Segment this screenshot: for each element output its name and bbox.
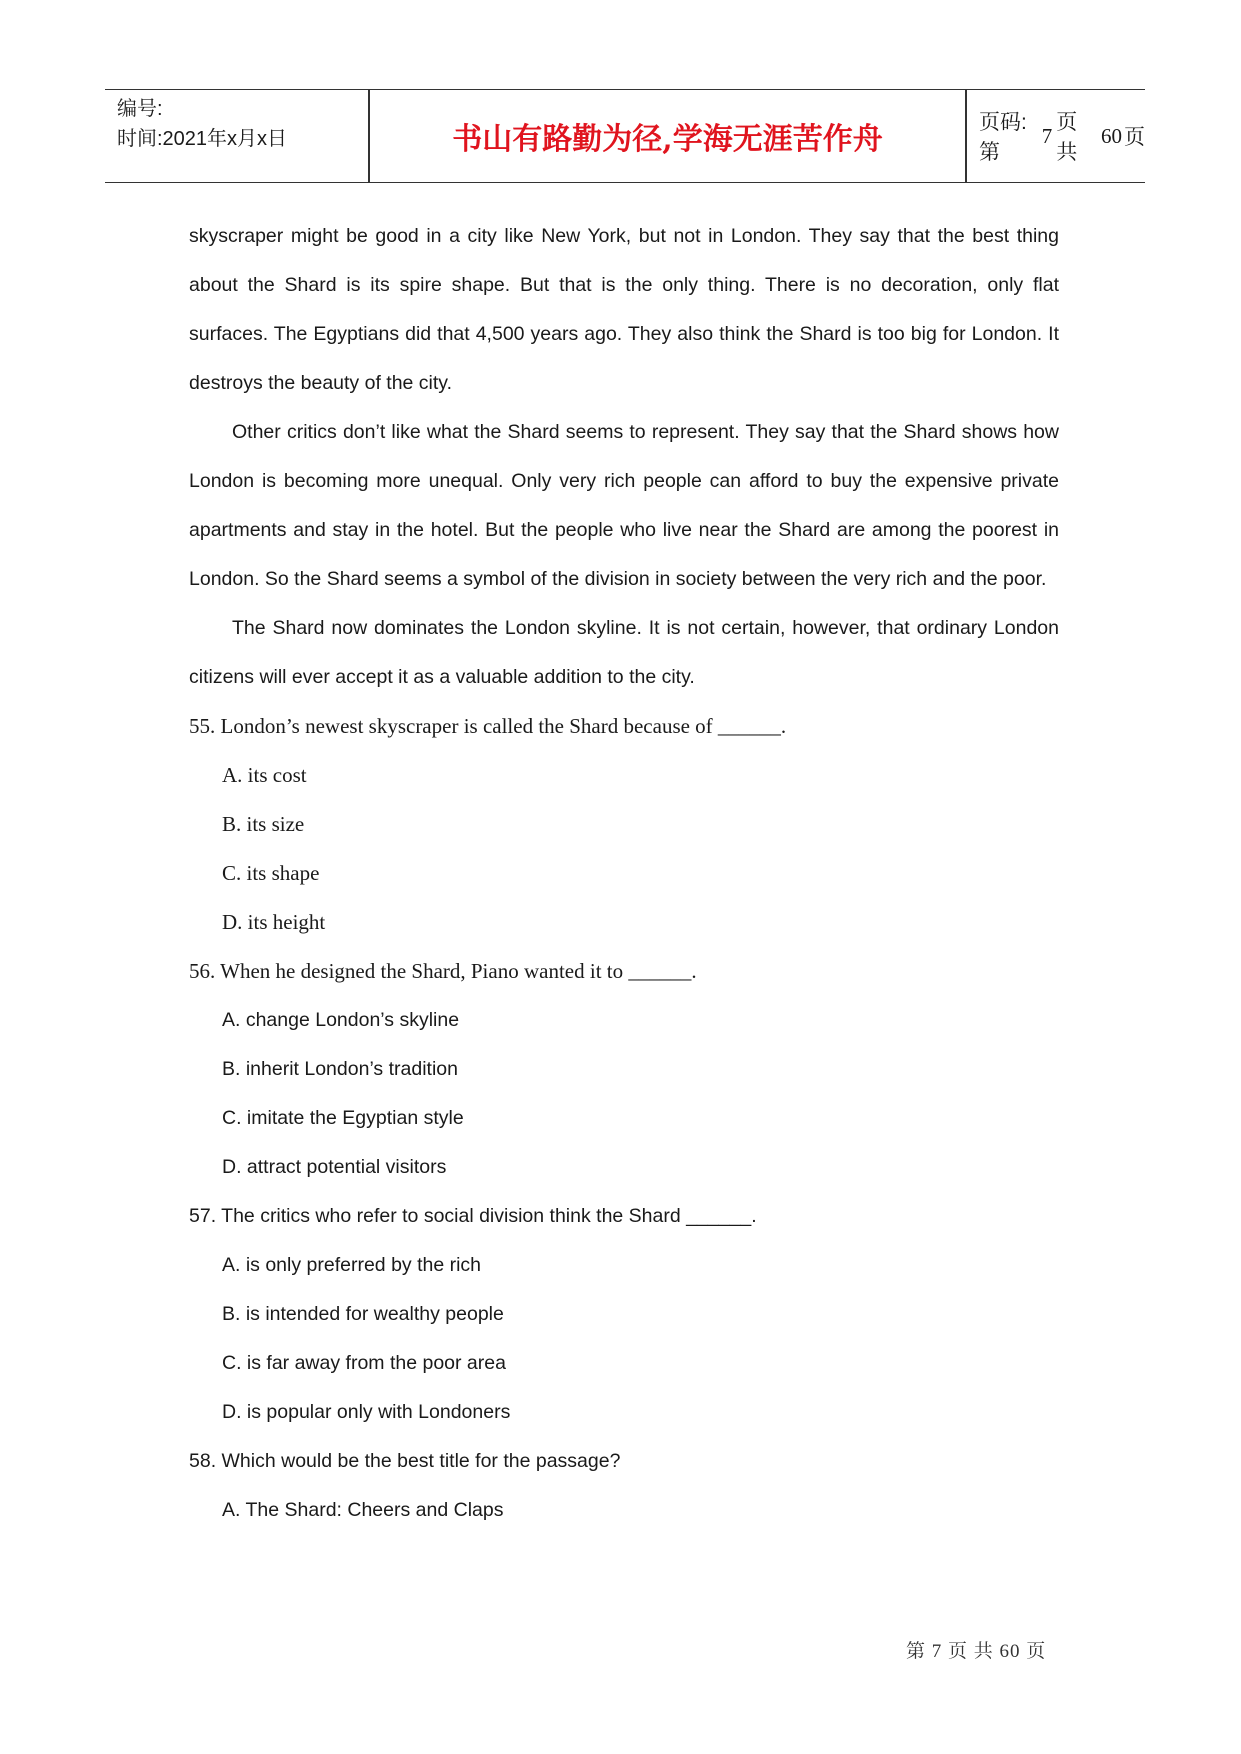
answer-option: D. is popular only with Londoners — [222, 1401, 511, 1423]
page-num: 7 — [1041, 123, 1053, 148]
question-stem: 57. The critics who refer to social division think the Shard ______. — [189, 1205, 757, 1227]
header-divider — [965, 90, 967, 182]
header-meta — [117, 94, 367, 154]
page-prefix: 页码:第 — [979, 111, 1027, 164]
answer-option: A. its cost — [222, 763, 307, 787]
page-header — [105, 89, 1145, 183]
passage-paragraph: skyscraper might be good in a city like New York, but not in London. They say that the best thing about the Shard is its spire shape. But that is the only thing. There is no decoration, only flat surfaces. The Egyptians did that 4,500 years ago. They also think the Shard is too big for London. It destroys the beauty of the city. — [189, 225, 1059, 394]
answer-option: C. imitate the Egyptian style — [222, 1107, 464, 1129]
page-footer: 第 7 页 共 60 页 — [906, 1641, 1047, 1662]
question-stem: 58. Which would be the best title for the passage? — [189, 1450, 621, 1472]
answer-option: D. its height — [222, 910, 326, 934]
answer-option: A. is only preferred by the rich — [222, 1254, 482, 1276]
question-stem: 55. London’s newest skyscraper is called the Shard because of ______. — [189, 714, 787, 738]
document-body — [189, 212, 1059, 1535]
answer-option: A. The Shard: Cheers and Claps — [222, 1499, 504, 1521]
passage-paragraph: The Shard now dominates the London skyline. It is not certain, however, that ordinary London citizens will ever accept it as a valuable addition to the city. — [189, 617, 1059, 688]
answer-option: B. inherit London’s tradition — [222, 1058, 458, 1080]
header-motto: 书山有路勤为径,学海无涯苦作舟 — [452, 122, 883, 157]
time-label: 时间:2021年x月x日 — [117, 128, 288, 150]
question-stem: 56. When he designed the Shard, Piano wanted it to ______. — [189, 959, 697, 983]
answer-option: D. attract potential visitors — [222, 1156, 447, 1178]
page-total: 60 — [1101, 123, 1122, 148]
answer-option: B. its size — [222, 812, 305, 836]
answer-option: C. is far away from the poor area — [222, 1352, 506, 1374]
header-page-number — [979, 90, 1145, 182]
answer-option: C. its shape — [222, 861, 320, 885]
page-suffix: 页 — [1124, 126, 1145, 149]
answer-option: B. is intended for wealthy people — [222, 1303, 504, 1325]
page-mid: 页 共 — [1056, 111, 1078, 164]
answer-option: A. change London’s skyline — [222, 1009, 460, 1031]
passage-paragraph: Other critics don’t like what the Shard seems to represent. They say that the Shard shows how London is becoming more unequal. Only very rich people can afford to buy the expensive private apartments and stay in the hotel. But the people who live near the Shard are among the poorest in London. So the Shard seems a symbol of the division in society between the very rich and the poor. — [189, 421, 1059, 590]
code-label: 编号: — [117, 98, 163, 120]
